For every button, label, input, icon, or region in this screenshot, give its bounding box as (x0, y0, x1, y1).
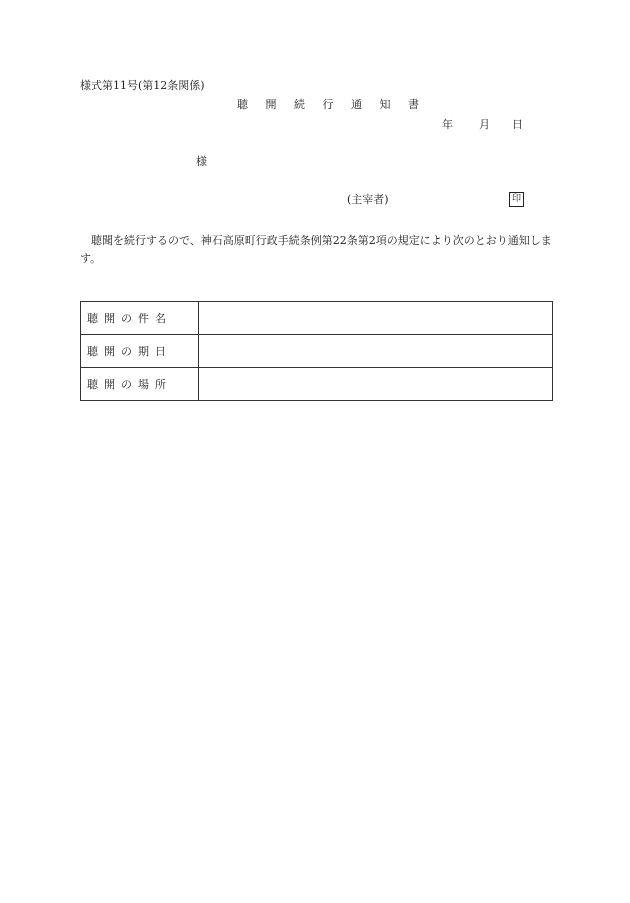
hearing-place-value (199, 368, 553, 401)
month-label: 月 (479, 118, 490, 131)
seal-mark: 印 (509, 192, 524, 207)
document-title: 聴 開 続 行 通 知 書 (237, 98, 426, 111)
form-number: 様式第11号(第12条関係) (80, 79, 205, 92)
addressee-suffix: 様 (196, 155, 207, 168)
table-row (81, 368, 553, 401)
day-label: 日 (512, 118, 523, 131)
date-line (442, 118, 523, 132)
hearing-date-label: 聴開の期日 (81, 335, 199, 368)
hearing-subject-label: 聴開の件名 (81, 302, 199, 335)
year-label: 年 (442, 118, 453, 131)
hearing-subject-value (199, 302, 553, 335)
table-row (81, 335, 553, 368)
hearing-place-label: 聴開の場所 (81, 368, 199, 401)
table-row (81, 302, 553, 335)
notice-body-text: 聴聞を続行するので、神石高原町行政手続条例第22条第2項の規定により次のとおり通知します。 (80, 234, 552, 265)
organizer-label: (主宰者) (347, 193, 389, 206)
hearing-date-value (199, 335, 553, 368)
hearing-info-table (80, 301, 553, 401)
